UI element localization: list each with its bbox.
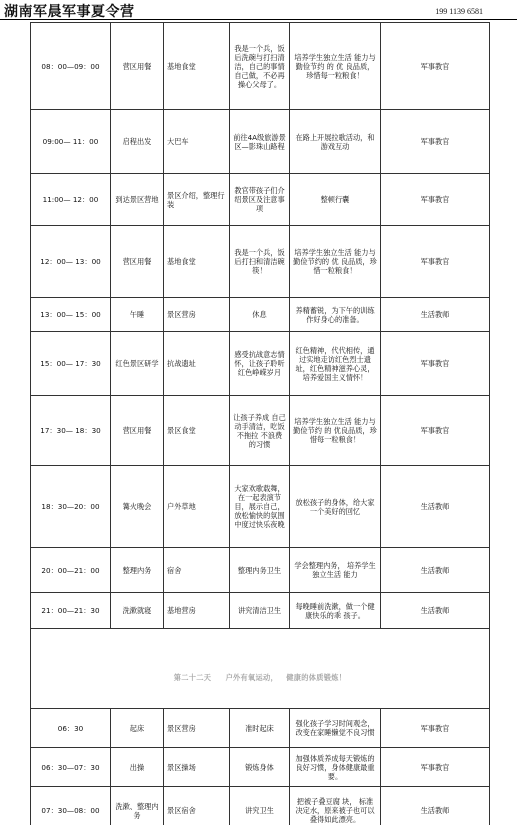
content-cell: 休息 <box>230 298 290 332</box>
place-cell: 景区宿舍 <box>164 787 230 825</box>
content-cell: 讲究清洁卫生 <box>230 593 290 629</box>
place-cell: 宿舍 <box>164 548 230 593</box>
goal-cell: 每晚睡前洗漱，做一个健康快乐的乖 孩子。 <box>290 593 381 629</box>
activity-cell: 篝火晚会 <box>111 466 164 548</box>
time-cell: 15：00— 17：30 <box>31 332 111 396</box>
table-row <box>31 298 490 332</box>
time-cell: 12：00— 13：00 <box>31 226 111 298</box>
staff-cell: 生活教师 <box>381 787 490 825</box>
staff-cell: 军事教官 <box>381 396 490 466</box>
time-cell: 21：00—21：30 <box>31 593 111 629</box>
activity-cell: 到达景区营地 <box>111 174 164 226</box>
content-cell: 我是一个兵，饭后打扫和清洁碗筷！ <box>230 226 290 298</box>
place-cell: 基地食堂 <box>164 226 230 298</box>
goal-cell: 强化孩子学习时间观念，改变在家睡懒觉不良习惯 <box>290 709 381 748</box>
staff-cell: 军事教官 <box>381 332 490 396</box>
header-divider <box>0 19 517 20</box>
place-cell: 景区营房 <box>164 709 230 748</box>
staff-cell: 军事教官 <box>381 226 490 298</box>
staff-cell: 生活教师 <box>381 298 490 332</box>
activity-cell: 营区用餐 <box>111 226 164 298</box>
table-row <box>31 110 490 174</box>
time-cell: 07：30—08：00 <box>31 787 111 825</box>
content-cell: 整理内务卫生 <box>230 548 290 593</box>
day-banner <box>31 629 490 709</box>
place-cell: 抗战遗址 <box>164 332 230 396</box>
place-cell: 景区介绍，整理行装 <box>164 174 230 226</box>
content-cell: 讲究卫生 <box>230 787 290 825</box>
day-subtitle: 健康的体质锻炼！ <box>286 673 347 682</box>
activity-cell: 整理内务 <box>111 548 164 593</box>
table-row <box>31 709 490 748</box>
time-cell: 06：30—07：30 <box>31 748 111 787</box>
contact-phone: 199 1139 6581 <box>435 7 483 16</box>
goal-cell: 整顿行囊 <box>290 174 381 226</box>
goal-cell: 培养学生独立生活 能力与勤俭节约 的 优 良品质，珍惜每一粒粮食！ <box>290 23 381 110</box>
schedule-table <box>30 22 490 825</box>
goal-cell: 在路上开展拉歌活动，和游戏互动 <box>290 110 381 174</box>
day-label: 第二十二天 <box>173 673 212 682</box>
place-cell: 户外草地 <box>164 466 230 548</box>
place-cell: 景区营房 <box>164 298 230 332</box>
place-cell: 基地食堂 <box>164 23 230 110</box>
place-cell: 景区食堂 <box>164 396 230 466</box>
table-row <box>31 787 490 825</box>
staff-cell: 生活教师 <box>381 593 490 629</box>
goal-cell: 培养学生独立生活 能力与勤俭节约 的 优良品质，珍惜每一粒粮食！ <box>290 396 381 466</box>
staff-cell: 军事教官 <box>381 23 490 110</box>
time-cell: 08：00—09：00 <box>31 23 111 110</box>
staff-cell: 军事教官 <box>381 110 490 174</box>
staff-cell: 军事教官 <box>381 709 490 748</box>
activity-cell: 营区用餐 <box>111 396 164 466</box>
page-title: 湖南军晨军事夏令营 <box>4 4 135 20</box>
activity-cell: 午睡 <box>111 298 164 332</box>
table-row <box>31 332 490 396</box>
table-row <box>31 466 490 548</box>
goal-cell: 把被子叠豆腐 块， 标准 决定水，原来被子也可以叠得如此漂亮。 <box>290 787 381 825</box>
time-cell: 11:00— 12：00 <box>31 174 111 226</box>
page-header <box>0 0 517 20</box>
table-row <box>31 174 490 226</box>
place-cell: 基地营房 <box>164 593 230 629</box>
content-cell: 教官带孩子们介绍景区及注意事项 <box>230 174 290 226</box>
activity-cell: 红色景区研学 <box>111 332 164 396</box>
time-cell: 17：30— 18：30 <box>31 396 111 466</box>
content-cell: 让孩子养成 自己动手清洁，吃饭不拖拉 不浪费 的习惯 <box>230 396 290 466</box>
day-theme: 户外有氧运动， <box>225 673 278 682</box>
staff-cell: 军事教官 <box>381 174 490 226</box>
table-row <box>31 23 490 110</box>
activity-cell: 营区用餐 <box>111 23 164 110</box>
goal-cell: 红色精神，代代相传，通过实地走访红色烈士遗址，红色精神滋养心灵，培养爱国主义情怀！ <box>290 332 381 396</box>
staff-cell: 生活教师 <box>381 548 490 593</box>
content-cell: 我是一个兵，饭 后洗碗与打扫清 洁，自己的事情自己做，不必再 操心父母了。 <box>230 23 290 110</box>
goal-cell: 放松孩子的身体，给大家一个美好的回忆 <box>290 466 381 548</box>
place-cell: 景区操场 <box>164 748 230 787</box>
time-cell: 20：00—21：00 <box>31 548 111 593</box>
content-cell: 前往4A级旅游景区—影珠山路程 <box>230 110 290 174</box>
time-cell: 06：30 <box>31 709 111 748</box>
activity-cell: 洗漱、整理内务 <box>111 787 164 825</box>
goal-cell: 养精蓄锐，为下午的训练作好身心的准备。 <box>290 298 381 332</box>
time-cell: 13：00— 15：00 <box>31 298 111 332</box>
table-row <box>31 226 490 298</box>
staff-cell: 军事教官 <box>381 748 490 787</box>
table-row <box>31 548 490 593</box>
table-row <box>31 748 490 787</box>
table-row <box>31 396 490 466</box>
activity-cell: 洗漱就寝 <box>111 593 164 629</box>
content-cell: 锻炼身体 <box>230 748 290 787</box>
staff-cell: 生活教师 <box>381 466 490 548</box>
place-cell: 大巴车 <box>164 110 230 174</box>
time-cell: 18：30—20：00 <box>31 466 111 548</box>
content-cell: 大家欢歌载舞，在一起表演节目，展示自己，放松愉快的氛围中度过快乐夜晚 <box>230 466 290 548</box>
time-cell: 09:00— 11：00 <box>31 110 111 174</box>
goal-cell: 学会整理内务， 培养学生独立生活 能力 <box>290 548 381 593</box>
activity-cell: 起床 <box>111 709 164 748</box>
goal-cell: 培养学生独立生活 能力与勤俭节约的 优 良品质，珍惜一粒粮食！ <box>290 226 381 298</box>
goal-cell: 加强体质养成每天锻炼的良好习惯，身体健康最重要。 <box>290 748 381 787</box>
activity-cell: 出操 <box>111 748 164 787</box>
activity-cell: 启程出发 <box>111 110 164 174</box>
table-row <box>31 593 490 629</box>
day-banner-row <box>31 629 490 709</box>
content-cell: 准时起床 <box>230 709 290 748</box>
content-cell: 感受抗战意志情怀，让孩子聆听红色峥嵘岁月 <box>230 332 290 396</box>
